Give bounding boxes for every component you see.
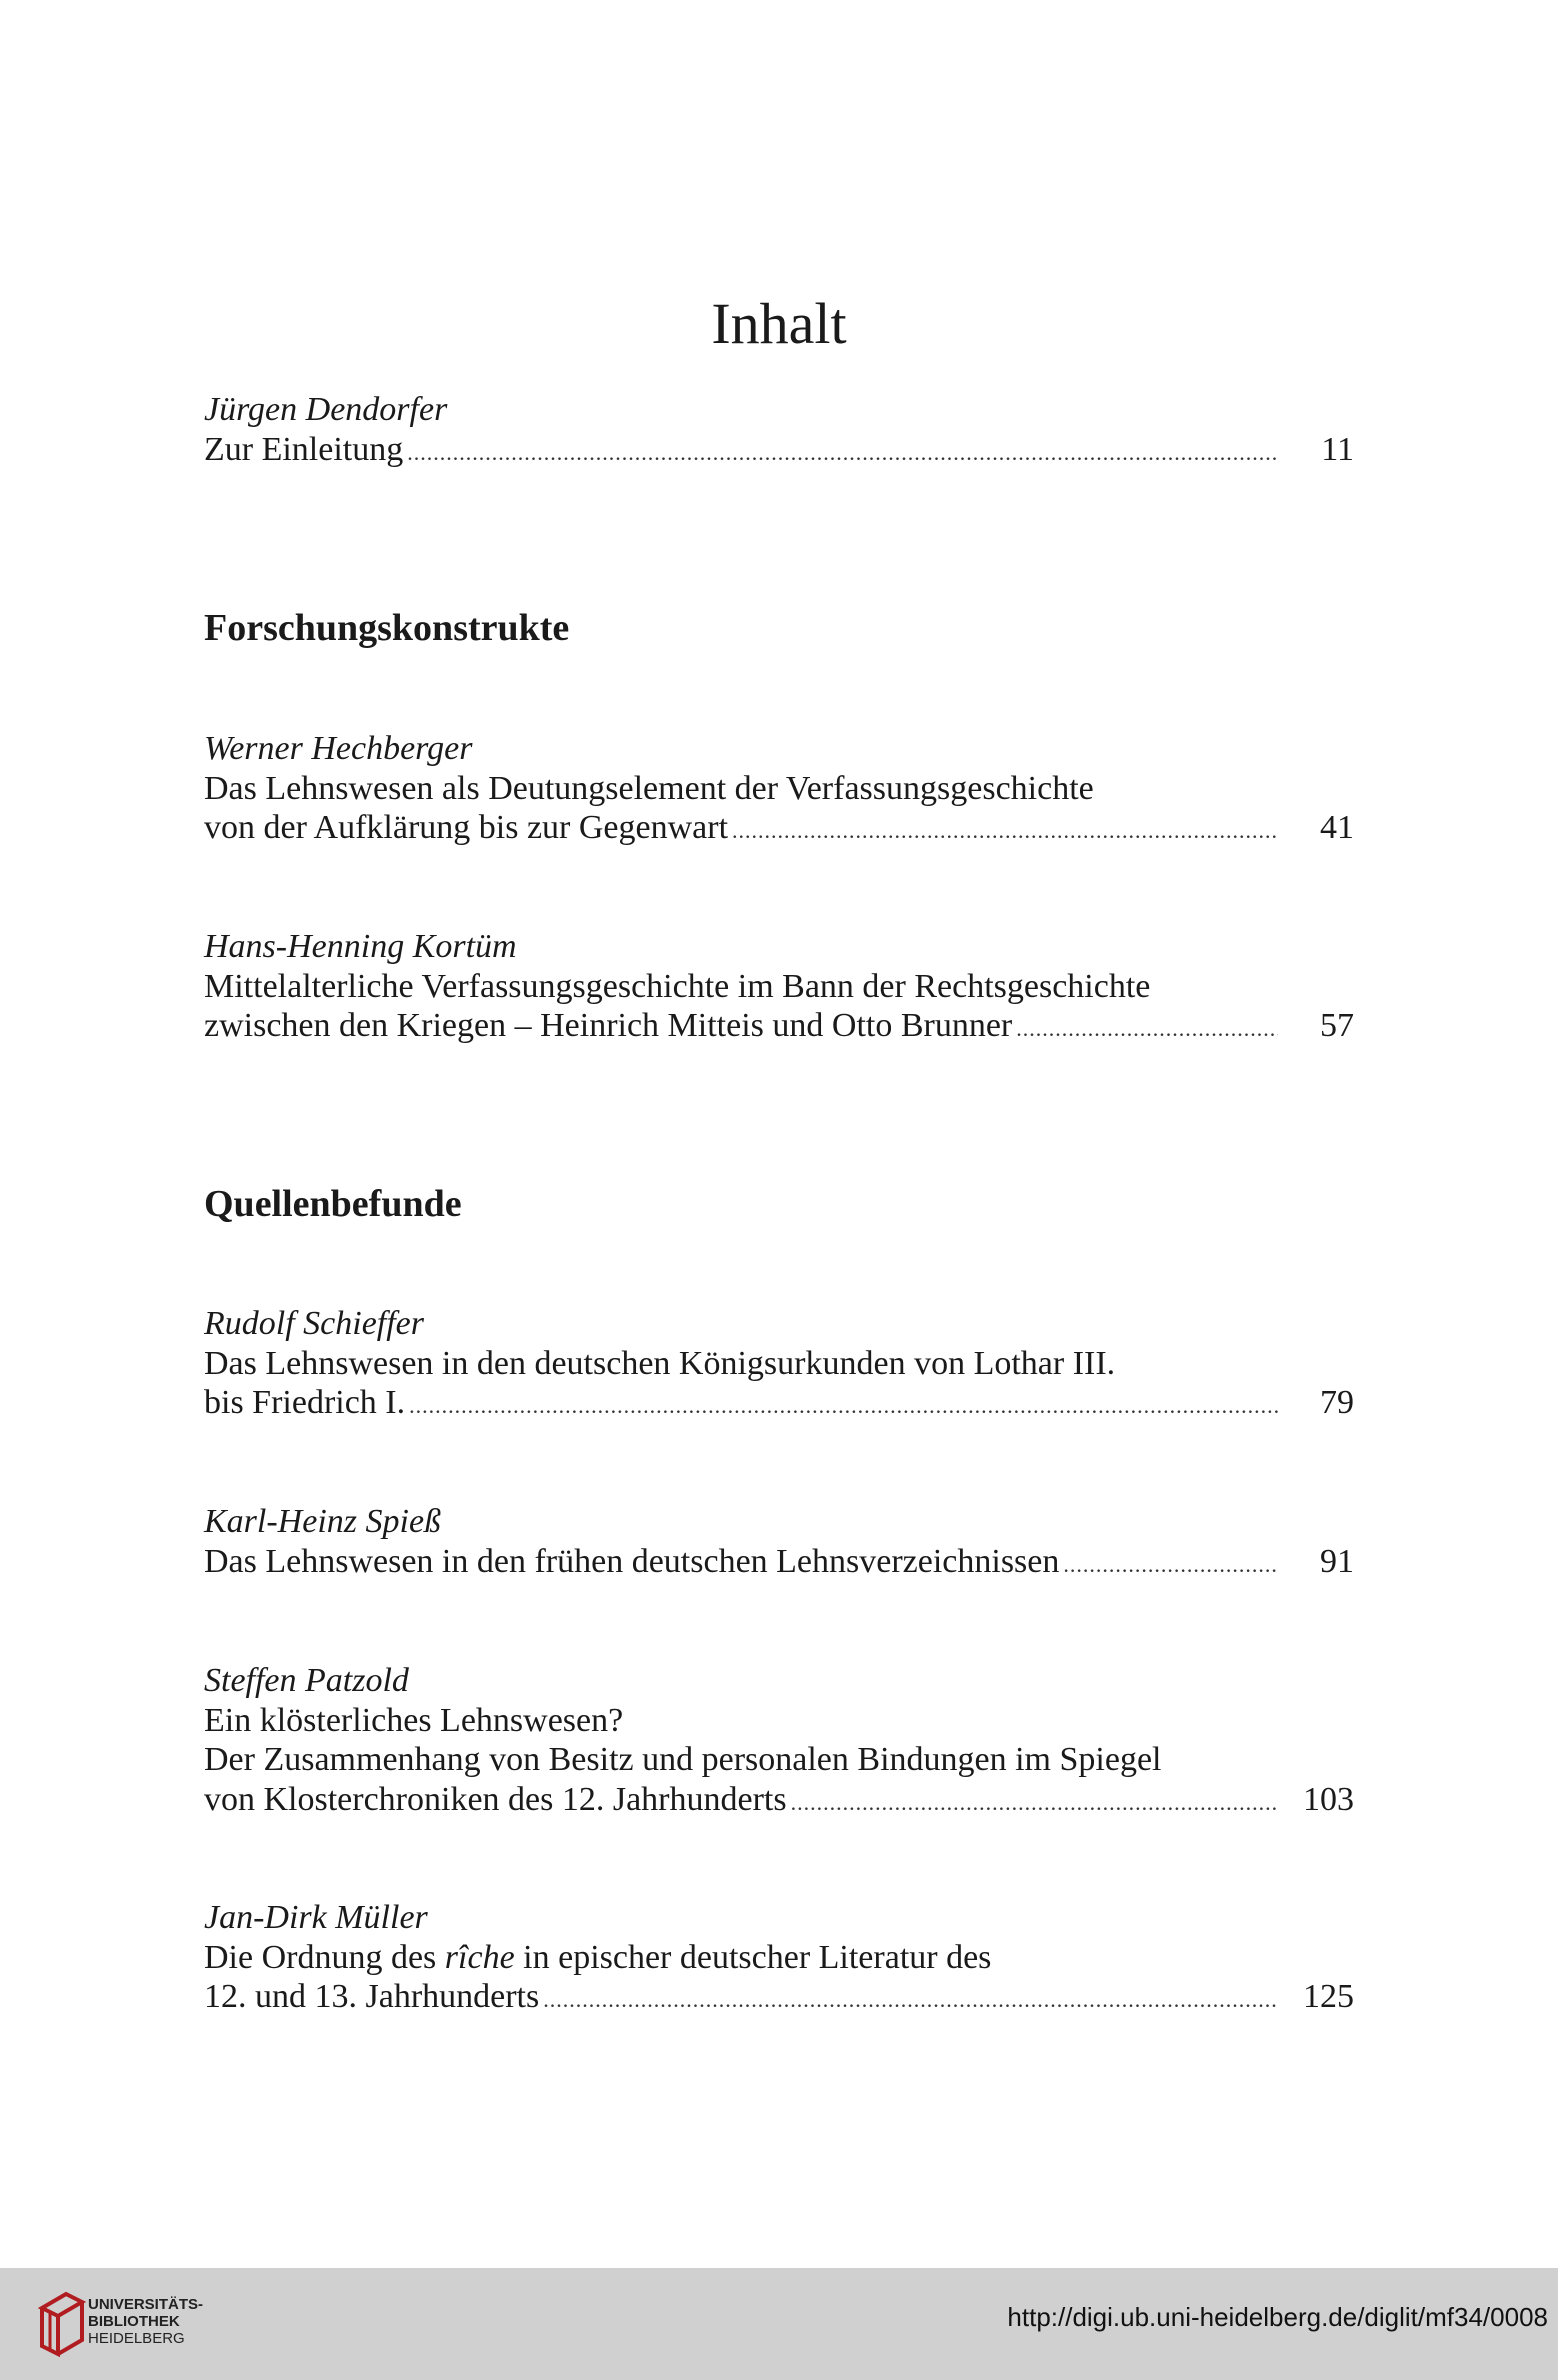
toc-title-line: Mittelalterliche Verfassungsgeschichte im Bann der Rechtsgeschichte	[204, 967, 1151, 1005]
digitization-footer	[0, 2268, 1558, 2380]
toc-title-line: Ein klösterliches Lehnswesen?	[204, 1701, 624, 1739]
toc-entry[interactable]	[204, 1502, 1354, 1584]
toc-page-number: 57	[1320, 1007, 1354, 1044]
toc-title-line	[204, 1780, 1354, 1823]
toc-page-number: 41	[1320, 809, 1354, 846]
toc-title-line: Der Zusammenhang von Besitz und personalen Bindungen im Spiegel	[204, 1741, 1162, 1778]
toc-author: Rudolf Schieffer	[204, 1305, 425, 1342]
toc-title-line	[204, 1542, 1354, 1585]
library-logo-icon	[36, 2288, 88, 2358]
page-title: Inhalt	[711, 291, 847, 356]
toc-entry[interactable]	[204, 729, 1354, 851]
toc-page-number: 91	[1320, 1542, 1354, 1580]
toc-entry[interactable]	[204, 1304, 1354, 1426]
toc-entry[interactable]	[204, 1898, 1354, 2020]
toc-author: Jan-Dirk Müller	[204, 1899, 428, 1936]
toc-entry[interactable]	[204, 1661, 1354, 1822]
library-name	[88, 2296, 203, 2347]
dot-leader	[791, 1783, 1278, 1823]
library-name-line: BIBLIOTHEK	[88, 2313, 180, 2330]
dot-leader	[407, 433, 1278, 473]
toc-title-text: Zur Einleitung	[204, 430, 404, 468]
toc-entry[interactable]	[204, 390, 1354, 472]
section-heading: Forschungskonstrukte	[204, 607, 570, 649]
toc-title-line: Das Lehnswesen in den deutschen Königsurkunden von Lothar III.	[204, 1344, 1116, 1382]
toc-title-text: zwischen den Kriegen – Heinrich Mitteis und Otto Brunner	[204, 1007, 1013, 1044]
toc-title-text: Die Ordnung des	[204, 1938, 445, 1976]
toc-title-text: von der Aufklärung bis zur Gegenwart	[204, 809, 729, 846]
toc-entry[interactable]	[204, 927, 1354, 1049]
library-name-line: UNIVERSITÄTS-	[88, 2296, 204, 2313]
toc-title-text: Das Lehnswesen in den frühen deutschen Lehnsverzeichnissen	[204, 1542, 1060, 1580]
toc-title-text: bis Friedrich I.	[204, 1384, 406, 1421]
toc-author: Jürgen Dendorfer	[204, 391, 448, 428]
toc-title-line	[204, 1938, 1354, 1978]
toc-author: Werner Hechberger	[204, 730, 473, 767]
toc-page-number: 79	[1320, 1384, 1354, 1421]
toc-title-line	[204, 430, 1354, 473]
toc-title-line	[204, 1383, 1354, 1426]
dot-leader	[1063, 1545, 1278, 1585]
toc-title-text: in epischer deutscher Literatur des	[514, 1938, 992, 1976]
permalink-url[interactable]: http://digi.ub.uni-heidelberg.de/diglit/mf34/0008	[1007, 2302, 1548, 2332]
toc-title-line	[204, 1977, 1354, 2020]
toc-title-text: von Klosterchroniken des 12. Jahrhunderts	[204, 1780, 787, 1818]
dot-leader	[1016, 1009, 1278, 1049]
toc-page-number: 125	[1303, 1978, 1354, 2015]
toc-author: Karl-Heinz Spieß	[204, 1503, 442, 1540]
toc-page-number: 103	[1303, 1780, 1354, 1818]
dot-leader	[543, 1980, 1278, 2020]
toc-title-line: Das Lehnswesen als Deutungselement der Verfassungsgeschichte	[204, 769, 1094, 807]
section-heading: Quellenbefunde	[204, 1183, 462, 1225]
toc-title-text: 12. und 13. Jahrhunderts	[204, 1978, 540, 2015]
dot-leader	[732, 811, 1278, 851]
toc-title-italic: rîche	[444, 1938, 515, 1976]
toc-author: Hans-Henning Kortüm	[204, 928, 517, 965]
toc-title-line	[204, 808, 1354, 851]
dot-leader	[409, 1386, 1278, 1426]
toc-page-number: 11	[1321, 430, 1354, 468]
toc-author: Steffen Patzold	[204, 1662, 409, 1699]
toc-title-line	[204, 1006, 1354, 1049]
library-name-line: HEIDELBERG	[88, 2330, 185, 2347]
